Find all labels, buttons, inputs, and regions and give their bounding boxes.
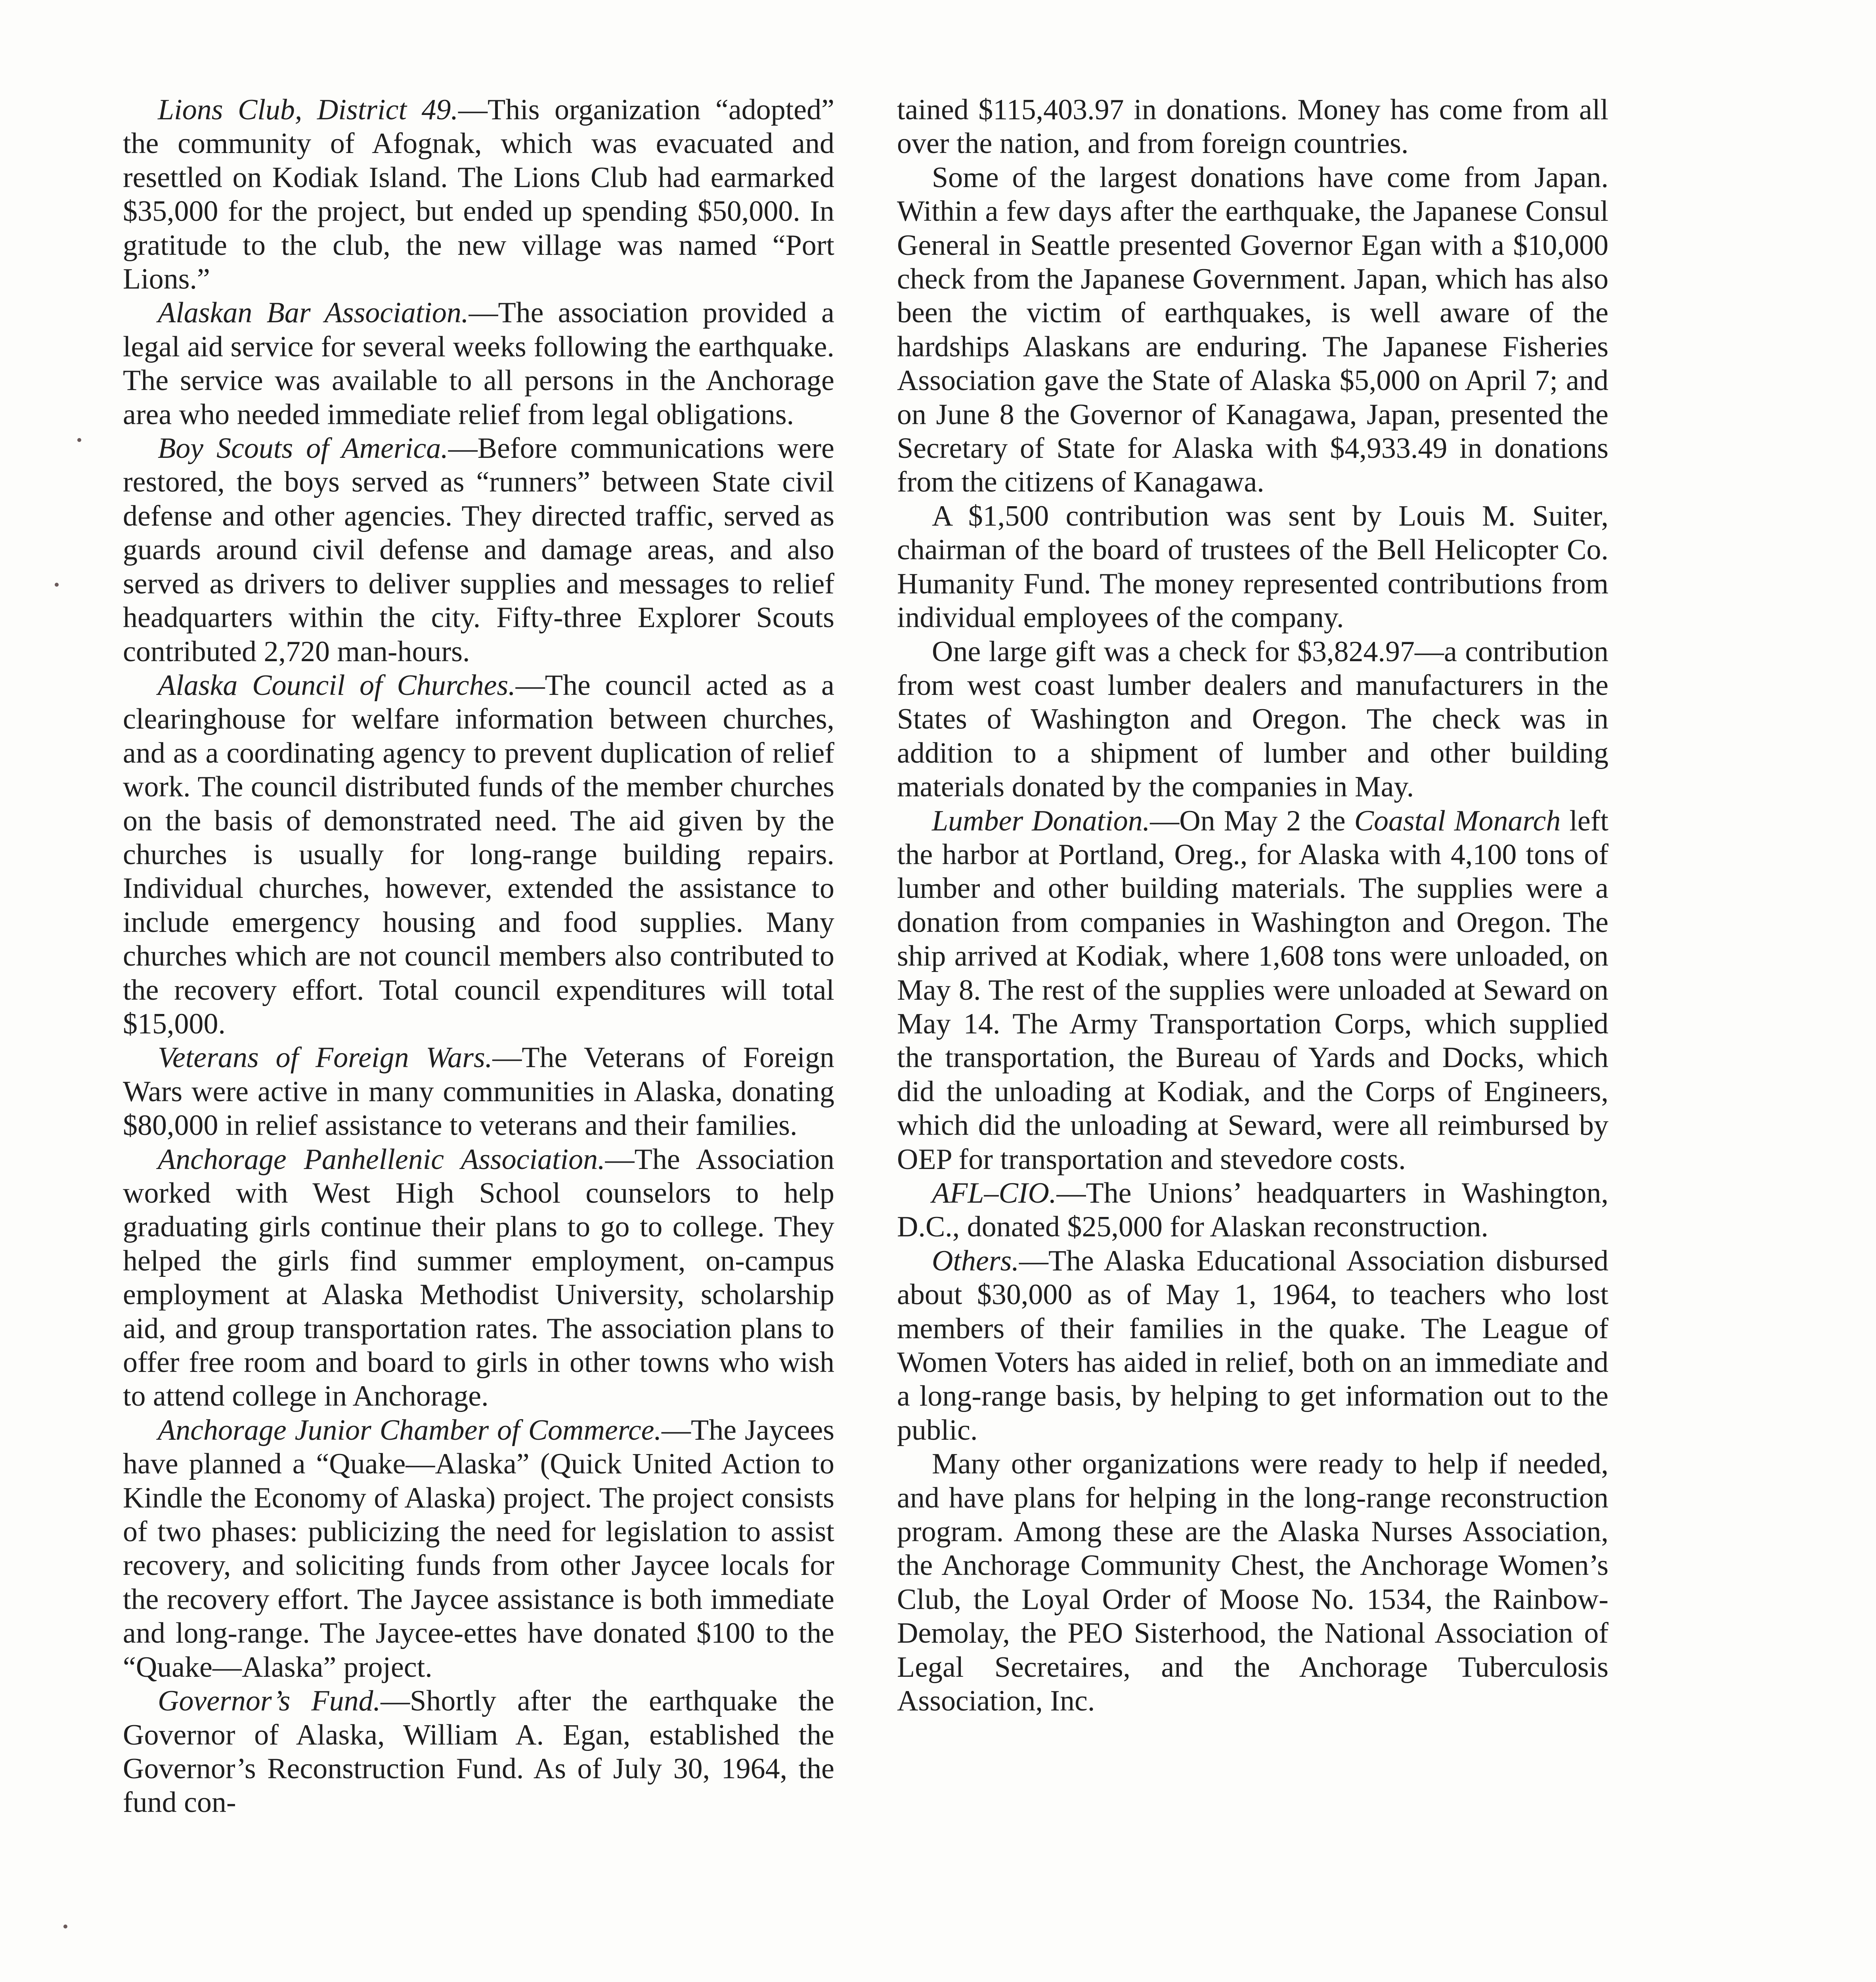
margin-dot <box>55 583 59 587</box>
heading-veterans: Veterans of Foreign Wars. <box>158 1041 493 1074</box>
text-governors-fund: —Shortly after the earthquake the Governor of Alaska, William A. Egan, established the Governor’s Reconstruction Fund. As of July 30, 1964, the fund con- <box>123 1685 834 1819</box>
right-column <box>897 93 1608 1718</box>
paragraph-governors-fund <box>123 1684 834 1820</box>
paragraph-others <box>897 1244 1608 1447</box>
text-afl-cio: —The Unions’ headquarters in Washington, D.C., donated $25,000 for Alaskan reconstruction. <box>897 1177 1608 1244</box>
paragraph-lumber-gift: One large gift was a check for $3,824.97—a contribution from west coast lumber dealers and manufacturers in the States of Washington and Oregon. The check was in addition to a shipment of lumber and other building materials donated by the companies in May. <box>897 635 1608 804</box>
paragraph-panhellenic <box>123 1143 834 1414</box>
margin-dot <box>63 1925 67 1928</box>
paragraph-lumber-donation <box>897 804 1608 1177</box>
heading-panhellenic: Anchorage Panhellenic Association. <box>158 1143 605 1176</box>
paragraph-council-of-churches <box>123 669 834 1041</box>
text-veterans: —The Veterans of Foreign Wars were active in many communities in Alaska, donating $80,000 in relief assistance to veterans and their families. <box>123 1041 834 1142</box>
paragraph-afl-cio <box>897 1177 1608 1244</box>
heading-governors-fund: Governor’s Fund. <box>158 1685 381 1718</box>
heading-lumber-donation: Lumber Donation. <box>932 804 1150 837</box>
heading-boy-scouts: Boy Scouts of America. <box>158 432 448 465</box>
heading-jaycees: Anchorage Junior Chamber of Commerce. <box>158 1414 662 1446</box>
left-column <box>123 93 834 1820</box>
text-others: —The Alaska Educational Association disbursed about $30,000 as of May 1, 1964, to teachers who lost members of their families in the quake. The League of Women Voters has aided in relief, both on an immediate and a long-range basis, by helping to get information out to the public. <box>897 1244 1608 1446</box>
paragraph-bell-helicopter: A $1,500 contribution was sent by Louis M. Suiter, chairman of the board of trustees of the Bell Helicopter Co. Humanity Fund. The money represented contributions from individual employees of the company. <box>897 499 1608 634</box>
text-bar-association: —The association provided a legal aid service for several weeks following the earthquake. The service was available to all persons in the Anchorage area who needed immediate relief from legal obligations. <box>123 297 835 431</box>
text-boy-scouts: —Before communications were restored, the boys served as “runners” between State civil defense and other agencies. They directed traffic, served as guards around civil defense and damage areas, and also served as drivers to deliver supplies and messages to relief headquarters within the city. Fifty-three Explorer Scouts contributed 2,720 man-hours. <box>123 432 834 668</box>
text-lions-club: —This organization “adopted” the community of Afognak, which was evacuated and resettled on Kodiak Island. The Lions Club had earmarked $35,000 for the project, but ended up spending $50,000. In gratitude to the club, the new village was named “Port Lions.” <box>123 94 834 296</box>
ship-name: Coastal Monarch <box>1354 804 1561 837</box>
heading-bar-association: Alaskan Bar Association. <box>158 297 469 329</box>
paragraph-many-organizations: Many other organizations were ready to help if needed, and have plans for helping in the long-range reconstruction program. Among these are the Alaska Nurses Association, the Anchorage Community Chest, the Anchorage Women’s Club, the Loyal Order of Moose No. 1534, the Rainbow-Demolay, the PEO Sisterhood, the National Association of Legal Secretaires, and the Anchorage Tuberculosis Association, Inc. <box>897 1448 1608 1718</box>
heading-council-of-churches: Alaska Council of Churches. <box>158 669 516 702</box>
paragraph-boy-scouts <box>123 432 834 669</box>
margin-dot <box>77 438 81 442</box>
paragraph-veterans <box>123 1041 834 1142</box>
text-panhellenic: —The Association worked with West High School counselors to help graduating girls continue their plans to go to college. They helped the girls find summer employment, on-campus employment at Alaska Methodist University, scholarship aid, and group transportation rates. The association plans to offer free room and board to girls in other towns who wish to attend college in Anchorage. <box>123 1143 835 1413</box>
text-lumber-donation-b: left the harbor at Portland, Oreg., for Alaska with 4,100 tons of lumber and other building materials. The supplies were a donation from companies in Washington and Oregon. The ship arrived at Kodiak, where 1,608 tons were unloaded, on May 8. The rest of the supplies were unloaded at Seward on May 14. The Army Transportation Corps, which supplied the transportation, the Bureau of Yards and Docks, which did the unloading at Kodiak, and the Corps of Engineers, which did the unloading at Seward, were all reimbursed by OEP for transportation and stevedore costs. <box>897 804 1608 1176</box>
paragraph-jaycees <box>123 1414 834 1684</box>
text-lumber-donation-a: —On May 2 the <box>1150 804 1354 837</box>
heading-others: Others. <box>932 1244 1019 1277</box>
paragraph-bar-association <box>123 296 834 432</box>
heading-lions-club: Lions Club, District 49. <box>158 94 458 126</box>
text-jaycees: —The Jaycees have planned a “Quake—Alaska” (Quick United Action to Kindle the Economy of Alaska) project. The project consists of two phases: publicizing the need for legislation to assist recovery, and soliciting funds from other Jaycee locals for the recovery effort. The Jaycee assistance is both immediate and long-range. The Jaycee-ettes have donated $100 to the “Quake—Alaska” project. <box>123 1414 835 1684</box>
paragraph-fund-continuation: tained $115,403.97 in donations. Money has come from all over the nation, and from foreign countries. <box>897 94 1608 160</box>
paragraph-japan-donations: Some of the largest donations have come from Japan. Within a few days after the earthquake, the Japanese Consul General in Seattle presented Governor Egan with a $10,000 check from the Japanese Government. Japan, which has also been the victim of earthquakes, is well aware of the hardships Alaskans are enduring. The Japanese Fisheries Association gave the State of Alaska $5,000 on April 7; and on June 8 the Governor of Kanagawa, Japan, presented the Secretary of State for Alaska with $4,933.49 in donations from the citizens of Kanagawa. <box>897 161 1608 499</box>
paragraph-lions-club <box>123 93 834 296</box>
text-council-of-churches: —The council acted as a clearinghouse for welfare information between churches, and as a coordinating agency to prevent duplication of relief work. The council distributed funds of the member churches on the basis of demonstrated need. The aid given by the churches is usually for long-range building repairs. Individual churches, however, extended the assistance to include emergency housing and food supplies. Many churches which are not council members also contributed to the recovery effort. Total council expenditures will total $15,000. <box>123 669 835 1040</box>
heading-afl-cio: AFL–CIO. <box>932 1177 1057 1209</box>
